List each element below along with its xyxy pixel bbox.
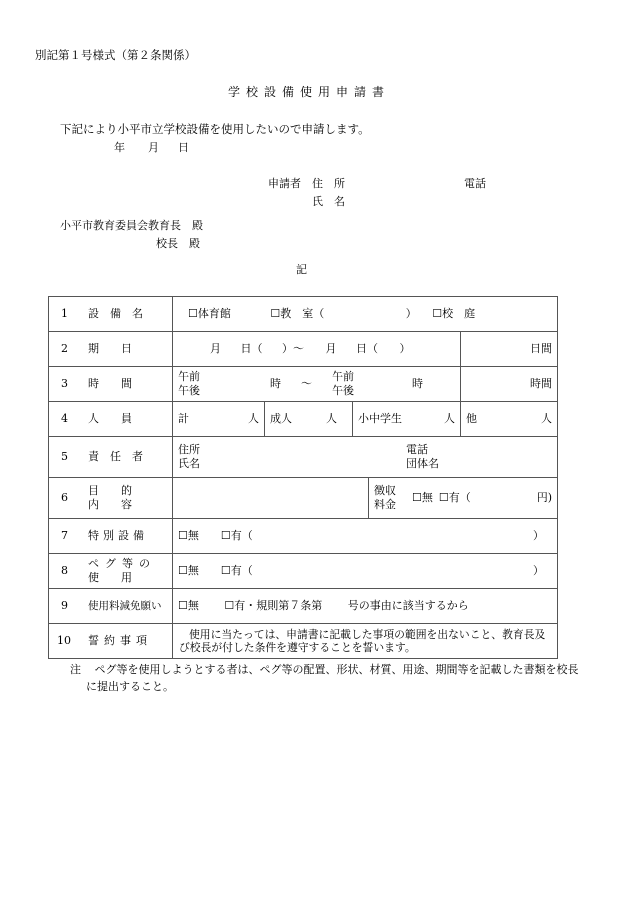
student-label: 小中学生: [358, 412, 402, 426]
responsible-phone-label: 電話: [406, 443, 428, 457]
row-number: 4: [61, 412, 68, 426]
row-label: 期 日: [88, 342, 132, 356]
responsible-name-label: 氏名: [178, 457, 200, 470]
day-2: 日（: [356, 342, 378, 356]
row-label: 設 備 名: [88, 307, 143, 321]
facility-label-cell: [49, 297, 173, 332]
range-sep: ）〜: [282, 342, 304, 356]
person-unit: 人: [248, 412, 259, 426]
row-label: 時 間: [88, 377, 132, 391]
form-number: 別記第１号様式（第２条関係）: [35, 48, 196, 62]
special-none[interactable]: ☐無: [178, 529, 199, 543]
applicant-phone-label: 電話: [464, 177, 486, 190]
content-label: 内 容: [88, 498, 132, 511]
person-unit: 人: [326, 412, 337, 426]
other-cell[interactable]: [461, 402, 558, 437]
date-month: 月: [148, 141, 159, 154]
option-classroom[interactable]: ☐教 室（: [270, 307, 325, 321]
special-options: [173, 519, 558, 554]
applicant-label: 申請者: [268, 177, 301, 190]
note-text: ペグ等を使用しようとする者は、ペグ等の配置、形状、材質、用途、期間等を記載した書類を校長に提出すること。: [86, 663, 579, 694]
pledge-label-cell: [49, 624, 173, 659]
row-pledge: [49, 624, 558, 659]
reduction-label-cell: [49, 589, 173, 624]
row-number: 3: [61, 377, 68, 391]
other-label: 他: [466, 412, 477, 426]
note-mark: 注: [70, 663, 81, 676]
responsible-address-label: 住所: [178, 443, 200, 457]
time-tilde: 〜: [301, 377, 312, 391]
row-number: 6: [61, 491, 68, 505]
reduction-reason: 号の事由に該当するから: [347, 599, 469, 613]
am-2[interactable]: 午前: [332, 370, 354, 384]
row-number: 8: [61, 564, 68, 578]
pm-2[interactable]: 午後: [332, 384, 354, 397]
document-title: 学校設備使用申請書: [228, 85, 391, 99]
reduction-options: [173, 589, 558, 624]
row-label: 責 任 者: [88, 450, 143, 464]
date-year: 年: [114, 141, 125, 154]
purpose-input[interactable]: [173, 478, 369, 519]
responsible-group-label: 団体名: [406, 457, 439, 470]
responsible-label-cell: [49, 437, 173, 478]
row-number: 1: [61, 307, 68, 321]
option-schoolyard[interactable]: ☐校 庭: [432, 307, 476, 321]
ki-mark: 記: [296, 263, 307, 276]
addressee-superintendent: 小平市教育委員会教育長 殿: [60, 219, 203, 232]
hour-1: 時: [270, 377, 281, 391]
row-number: 5: [61, 450, 68, 464]
row-number: 10: [57, 634, 71, 648]
days-unit: 日間: [530, 342, 552, 356]
person-unit: 人: [444, 412, 455, 426]
intro-text: 下記により小平市立学校設備を使用したいので申請します。: [60, 122, 370, 136]
row-facility: [49, 297, 558, 332]
row-time: [49, 367, 558, 402]
hours-unit: 時間: [530, 377, 552, 391]
row-special-equipment: [49, 519, 558, 554]
row-label: 人 員: [88, 412, 132, 426]
purpose-label-cell: [49, 478, 173, 519]
facility-options: [173, 297, 558, 332]
reduction-has[interactable]: ☐有・規則第７条第: [224, 599, 323, 613]
peg-close: ）: [533, 564, 544, 578]
purpose-label: 目 的: [88, 484, 132, 498]
month-1: 月: [210, 342, 221, 356]
day-1: 日（: [240, 342, 263, 356]
reduction-none[interactable]: ☐無: [178, 599, 199, 613]
option-gym[interactable]: ☐体育館: [188, 307, 231, 321]
peg-none[interactable]: ☐無: [178, 564, 199, 578]
row-period: [49, 332, 558, 367]
fee-cell: [369, 478, 558, 519]
time-label-cell: [49, 367, 173, 402]
hours-count-cell[interactable]: [461, 367, 558, 402]
fee-none[interactable]: ☐無: [412, 491, 433, 505]
pledge-text: 使用に当たっては、申請書に記載した事項の範囲を出ないこと、教育長及び校長が付した条件を遵守することを誓います。: [173, 624, 558, 659]
special-label-cell: [49, 519, 173, 554]
time-range: [173, 367, 461, 402]
fee-label-1: 徴収: [374, 484, 396, 498]
period-dates: [173, 332, 461, 367]
fee-label-2: 料金: [374, 498, 396, 511]
person-unit: 人: [541, 412, 552, 426]
row-number: 2: [61, 342, 68, 356]
peg-label: ペグ等の: [88, 557, 156, 571]
applicant-address-label: 住 所: [312, 177, 345, 190]
peg-options: [173, 554, 558, 589]
row-number: 9: [61, 599, 68, 613]
month-2: 月: [325, 342, 337, 356]
note-block: [60, 661, 586, 695]
row-responsible: [49, 437, 558, 478]
student-cell[interactable]: [353, 402, 461, 437]
responsible-fields[interactable]: [173, 437, 558, 478]
peg-label-cell: [49, 554, 173, 589]
day-2-close: ）: [399, 342, 411, 356]
addressee-principal: 校長 殿: [156, 237, 200, 250]
headcount-label-cell: [49, 402, 173, 437]
fee-yen: 円): [536, 491, 552, 505]
applicant-name-label: 氏 名: [312, 195, 345, 208]
hour-2: 時: [412, 377, 423, 391]
row-purpose: [49, 478, 558, 519]
special-has[interactable]: ☐有（: [220, 529, 253, 543]
row-label: 特別設備: [88, 529, 148, 543]
total-cell[interactable]: [173, 402, 265, 437]
use-label: 使 用: [88, 571, 132, 584]
special-close: ）: [533, 529, 544, 543]
row-number: 7: [61, 529, 68, 543]
row-label: 使用料減免願い: [88, 599, 162, 612]
row-peg-use: [49, 554, 558, 589]
row-fee-reduction: [49, 589, 558, 624]
days-count-cell[interactable]: [461, 332, 558, 367]
adult-cell[interactable]: [265, 402, 353, 437]
pm-1[interactable]: 午後: [178, 384, 200, 397]
row-label: 誓約事項: [88, 634, 152, 648]
adult-label: 成人: [270, 412, 292, 426]
am-1[interactable]: 午前: [178, 370, 200, 384]
application-table: [48, 296, 558, 659]
total-label: 計: [178, 412, 189, 426]
classroom-close-paren: ）: [405, 307, 417, 321]
fee-has[interactable]: ☐有（: [438, 491, 471, 505]
peg-has[interactable]: ☐有（: [220, 564, 253, 578]
row-headcount: [49, 402, 558, 437]
period-label-cell: [49, 332, 173, 367]
date-day: 日: [178, 141, 189, 154]
